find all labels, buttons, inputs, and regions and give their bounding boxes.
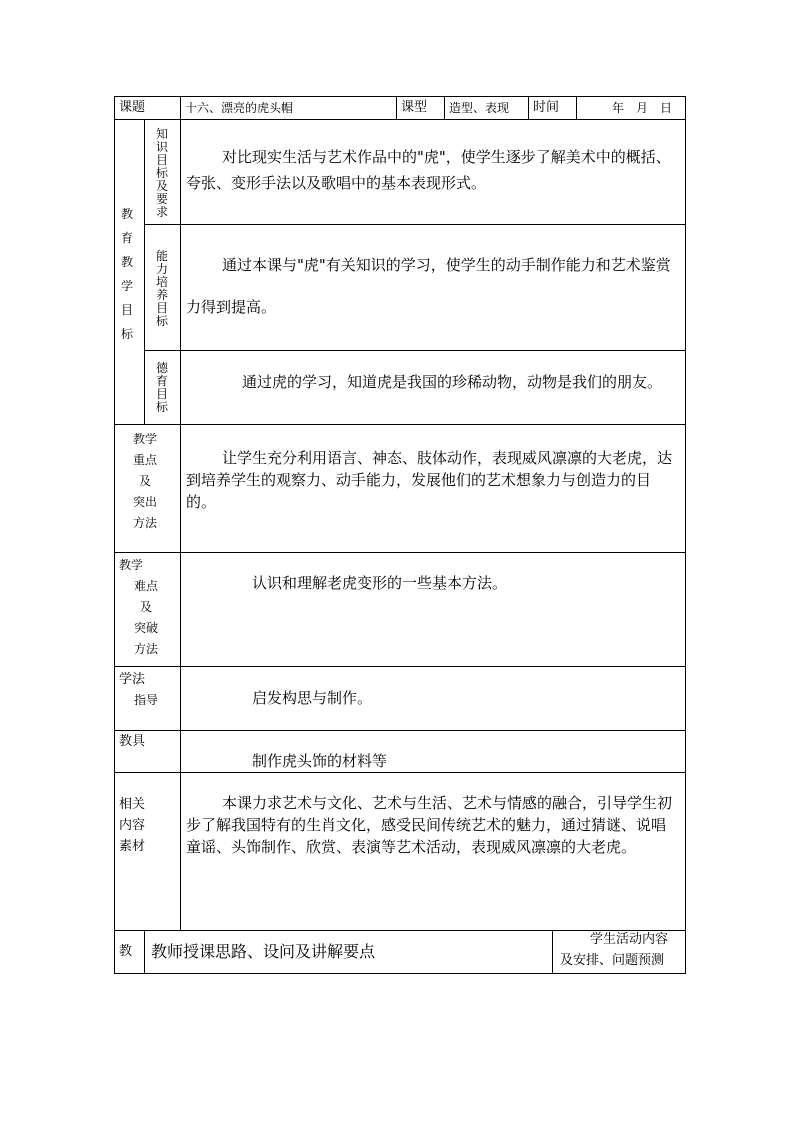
knowledge-goal-label: 知识目标及要求 (155, 127, 168, 219)
focus-label-1: 教学 (133, 432, 158, 446)
rule-header-col2 (396, 96, 397, 120)
materials-label-3: 素材 (119, 839, 146, 854)
difficulty-label-3: 及 (140, 600, 153, 614)
difficulty-label-2: 难点 (134, 579, 159, 593)
rule-header-bottom (114, 119, 686, 120)
footer-right-label-1: 学生活动内容 (590, 932, 669, 947)
rule-header-col5 (576, 96, 577, 120)
difficulty-text: 认识和理解老虎变形的一些基本方法。 (252, 574, 508, 592)
rule-ability-bottom (144, 350, 686, 351)
type-value: 造型、表现 (449, 101, 510, 115)
footer-right-label-2: 及安排、问题预测 (560, 953, 665, 968)
rule-body-col (180, 424, 181, 931)
ability-goal-text: 通过本课与"虎"有关知识的学习，使学生的动手制作能力和艺术鉴赏力得到提高。 (186, 256, 671, 316)
type-label: 课型 (401, 100, 428, 115)
rule-focus-bottom (114, 552, 686, 553)
rule-left (114, 96, 115, 974)
course-label: 课题 (119, 100, 146, 115)
materials-label-1: 相关 (119, 797, 146, 812)
rule-goals-sub (144, 119, 145, 425)
method-label-2: 指导 (134, 693, 159, 707)
focus-label-2: 重点 (133, 453, 158, 467)
tools-label: 教具 (119, 734, 146, 749)
rule-bottom (114, 973, 686, 974)
rule-header-col3 (444, 96, 445, 120)
focus-label-5: 方法 (133, 516, 158, 530)
materials-label-2: 内容 (119, 818, 146, 833)
rule-header-col4 (528, 96, 529, 120)
ability-goal-label: 能力培养目标 (155, 249, 168, 328)
moral-goal-label: 德育目标 (155, 361, 168, 414)
knowledge-goal-text: 对比现实生活与艺术作品中的"虎"，使学生逐步了解美术中的概括、夸张、变形手法以及歌唱中的基本表现形式。 (186, 148, 671, 192)
time-value: 年 月 日 (612, 101, 673, 115)
rule-footer-col2 (552, 930, 553, 974)
moral-goal-text: 通过虎的学习，知道虎是我国的珍稀动物，动物是我们的朋友。 (242, 373, 663, 391)
goals-group-label: 教育教学目标 (120, 207, 133, 341)
rule-top (114, 96, 686, 97)
rule-goals-bottom (114, 424, 686, 425)
tools-text: 制作虎头饰的材料等 (252, 752, 388, 770)
method-text: 启发构思与制作。 (252, 689, 373, 707)
rule-materials-bottom (114, 930, 686, 931)
method-label-1: 学法 (119, 672, 146, 687)
focus-label-3: 及 (139, 474, 152, 488)
difficulty-label-4: 突破 (134, 621, 159, 635)
difficulty-label-5: 方法 (134, 642, 159, 656)
rule-difficulty-bottom (114, 666, 686, 667)
rule-knowledge-bottom (144, 224, 686, 225)
focus-label-4: 突出 (133, 495, 158, 509)
course-title: 十六、漂亮的虎头帽 (185, 101, 294, 115)
footer-middle-label: 教师授课思路、设问及讲解要点 (151, 942, 376, 961)
difficulty-label-1: 教学 (119, 558, 144, 572)
focus-text: 让学生充分利用语言、神态、肢体动作，表现威风凛凛的大老虎，达到培养学生的观察力、动手能力，发展他们的艺术想象力与创造力的目的。 (186, 449, 673, 511)
time-label: 时间 (533, 100, 560, 115)
rule-right (685, 96, 686, 974)
rule-footer-col1 (144, 930, 145, 974)
rule-header-col1 (180, 96, 181, 120)
footer-left-label: 教 (119, 944, 133, 959)
rule-method-bottom (114, 730, 686, 731)
materials-text: 本课力求艺术与文化、艺术与生活、艺术与情感的融合，引导学生初步了解我国特有的生肖文化，感受民间传统艺术的魅力，通过猜谜、说唱童谣、头饰制作、欣赏、表演等艺术活动，表现威风凛凛的大老虎。 (186, 794, 673, 856)
rule-goals-text (180, 119, 181, 425)
